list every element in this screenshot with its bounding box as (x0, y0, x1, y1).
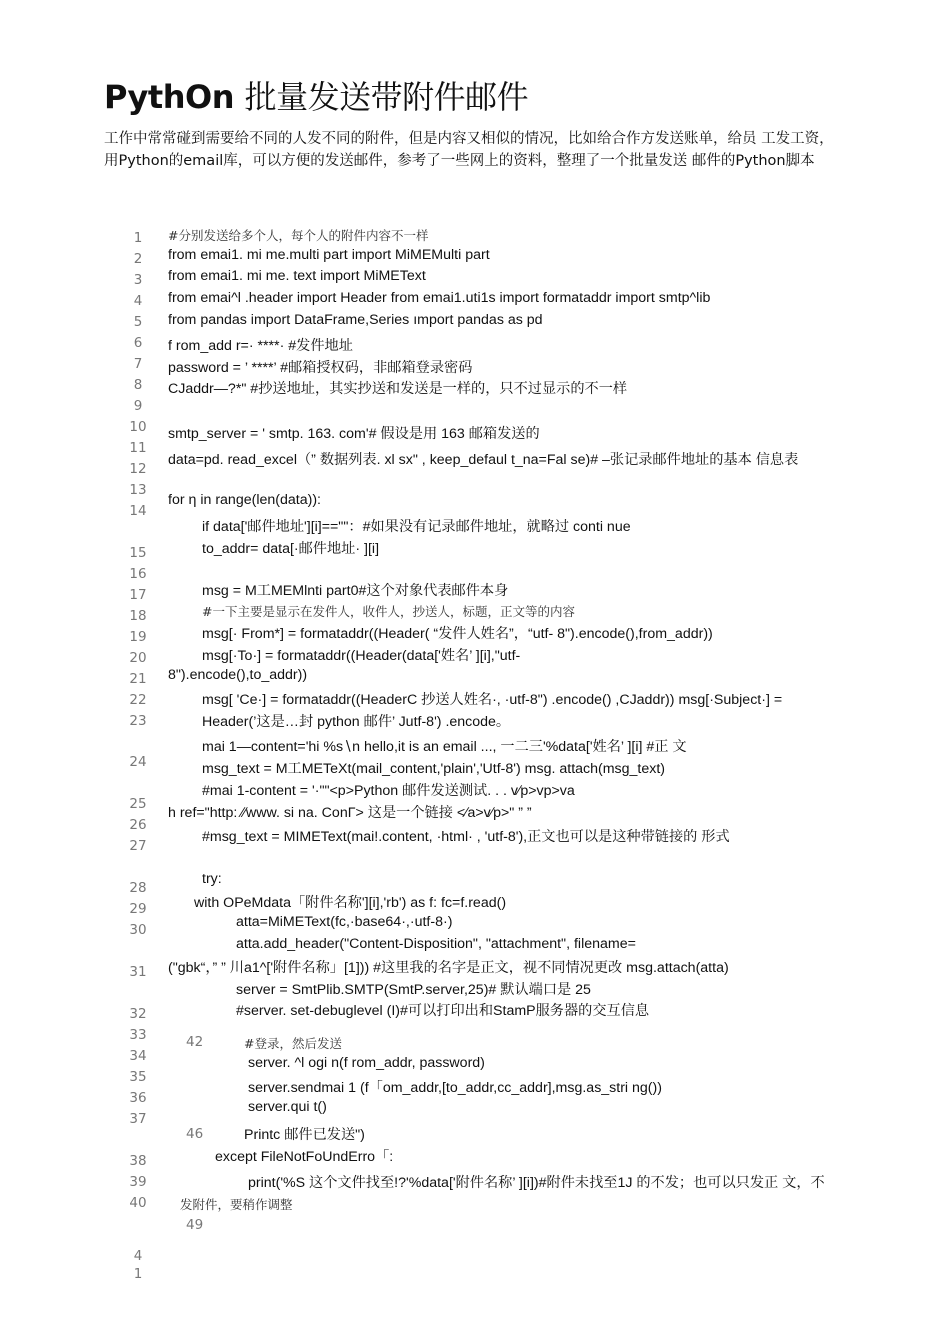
line-number: 9 (133, 398, 143, 414)
code-line: h ref="http: ∕∕www. si na. ConΓ> 这是一个链接 <∕a>v∕p>" ” ” (168, 805, 532, 821)
code-line: for η in range(len(data)): (168, 492, 321, 508)
inline-line-number: 42 (186, 1034, 204, 1050)
code-line: server.qui t() (248, 1099, 327, 1115)
line-number: 31 (129, 964, 147, 980)
line-number: 3 (133, 272, 143, 288)
line-number: 2 (133, 251, 143, 267)
code-line: 发附件，要稍作调整 (180, 1197, 293, 1212)
code-line: server = SmtPlib.SMTP(SmtP.server,25)# 默认端口是 25 (236, 982, 591, 998)
code-line: to_addr= data[·邮件地址· ][i] (202, 541, 380, 557)
code-line: Printc 邮件已发送") (244, 1127, 365, 1143)
line-number: 6 (133, 335, 143, 351)
line-number: 36 (129, 1090, 147, 1106)
line-number: 7 (133, 356, 143, 372)
title-cjk: 批量发送带附件邮件 (244, 78, 529, 116)
code-line: from pandas import DataFrame,Series ımport pandas as pd (168, 312, 543, 328)
line-number: 38 (129, 1153, 147, 1169)
line-number: 14 (129, 503, 147, 519)
line-number: 39 (129, 1174, 147, 1190)
line-number: 4 (133, 293, 143, 309)
code-line: Header(’这是…封 python 邮件’ Jutf-8') .encode。 (202, 714, 511, 730)
line-number: 25 (129, 796, 147, 812)
line-number: 22 (129, 692, 147, 708)
code-line: #mai 1-content = '·""<p>Python 邮件发送测试. . . v∕p>vp>va (202, 783, 575, 799)
inline-line-number: 49 (186, 1217, 204, 1233)
code-line: password = ’ ****’ #邮箱授权码，非邮箱登录密码 (168, 360, 473, 376)
line-number: 19 (129, 629, 147, 645)
line-number: 11 (129, 440, 147, 456)
line-number: 29 (129, 901, 147, 917)
code-line: CJaddr—?*" #抄送地址，其实抄送和发送是一样的，只不过显示的不一样 (168, 381, 628, 397)
inline-line-number: 46 (186, 1126, 204, 1142)
code-line: data=pd. read_excel（” 数据列表. xl sx" , keep_defaul t_na=Fal se)# –张记录邮件地址的基本 信息表 (168, 452, 799, 468)
code-line: smtp_server = ' smtp. 163. com'# 假设是用 163 邮箱发送的 (168, 426, 540, 442)
code-line: #一下主要是显示在发件人，收件人，抄送人，标题，正文等的内容 (202, 604, 575, 619)
line-number: 40 (129, 1195, 147, 1211)
line-number: 27 (129, 838, 147, 854)
code-line: server. ^l ogi n(f rom_addr, password) (248, 1055, 485, 1071)
code-line: ("gbk“，” ” 川a1^['附件名称」[1])) #这里我的名字是正文，视不同情况更改 msg.attach(atta) (168, 960, 729, 976)
code-line: #登录，然后发送 (244, 1036, 342, 1051)
line-number: 18 (129, 608, 147, 624)
code-line: atta=MiMEText(fc,·base64·,·utf-8·) (236, 914, 453, 930)
code-line: msg[ 'Ce·] = formataddr((HeaderC 抄送人姓名·, ·utf-8") .encode() ,CJaddr)) msg[·Subject·] = (202, 692, 783, 708)
code-line: if data['邮件地址'][i]==""：#如果没有记录邮件地址，就略过 conti nue (202, 519, 631, 535)
line-number: 26 (129, 817, 147, 833)
line-number: 28 (129, 880, 147, 896)
line-number: 16 (129, 566, 147, 582)
code-line: with OPeMdata「附件名称'][i],'rb') as f: fc=f.read() (194, 895, 507, 911)
line-number: 34 (129, 1048, 147, 1064)
line-number: 4 (133, 1248, 143, 1264)
code-line: msg = M工MEMlnti part0#这个对象代表邮件本身 (202, 583, 509, 599)
code-line: server.sendmai 1 (f「om_addr,[to_addr,cc_addr],msg.as_stri ng()) (248, 1080, 662, 1096)
code-line: 8").encode(),to_addr)) (168, 667, 308, 683)
line-number: 15 (129, 545, 147, 561)
code-line: #server. set-debuglevel (I)#可以打印出和StamP服务器的交互信息 (236, 1003, 650, 1019)
code-line: except FileNotFoUndErro「: (215, 1149, 394, 1165)
line-number: 24 (129, 754, 147, 770)
line-number: 8 (133, 377, 143, 393)
code-line: try: (202, 871, 222, 887)
intro-paragraph: 工作中常常碰到需要给不同的人发不同的附件，但是内容又相似的情况，比如给合作方发送账单，给员 工发工资，用Python的email库，可以方便的发送邮件，参考了一些网上的资料，整理了一个批量发送 邮件的Python脚本 (104, 131, 834, 169)
line-number: 35 (129, 1069, 147, 1085)
line-number: 23 (129, 713, 147, 729)
line-number: 21 (129, 671, 147, 687)
code-line: #分别发送给多个人，每个人的附件内容不一样 (168, 228, 429, 243)
line-number: 30 (129, 922, 147, 938)
code-line: #msg_text = MIMEText(mai!.content, ·html· , 'utf-8'),正文也可以是这种带链接的 形式 (202, 829, 730, 845)
code-line: atta.add_header("Content-Disposition", "attachment", filename= (236, 936, 636, 952)
line-number: 17 (129, 587, 147, 603)
code-line: msg[· From*] = formataddr((Header( “发件人姓名”，“utf- 8").encode(),from_addr)) (202, 626, 713, 642)
line-number: 1 (133, 230, 143, 246)
line-number: 20 (129, 650, 147, 666)
code-line: msg[·To·] = formataddr((Header(data['姓名’ ][i],"utf- (202, 648, 521, 664)
code-line: from emai1. mi me. text import MiMEText (168, 268, 426, 284)
line-number: 37 (129, 1111, 147, 1127)
line-number: 13 (129, 482, 147, 498)
title-latin: PythOn (104, 78, 234, 116)
line-number: 33 (129, 1027, 147, 1043)
code-line: msg_text = M工METeXt(mail_content,'plain','Utf-8') msg. attach(msg_text) (202, 761, 666, 777)
line-number: 5 (133, 314, 143, 330)
line-number: 10 (129, 419, 147, 435)
line-number: 12 (129, 461, 147, 477)
code-line: print('%S 这个文件找至!?'%data['附件名称’ ][i])#附件未找至1J 的不发；也可以只发正 文，不 (248, 1175, 825, 1191)
page-title (104, 72, 528, 118)
code-line: mai 1—content='hi %s∖n hello,it is an email ..., 一二三'%data['姓名’ ][i] #正 文 (202, 739, 687, 755)
line-number: 1 (133, 1266, 143, 1282)
code-line: f rom_add r=· ****· #发件地址 (168, 338, 353, 354)
line-number: 32 (129, 1006, 147, 1022)
code-line: from emai1. mi me.multi part import MiMEMulti part (168, 247, 490, 263)
code-line: from emai^l .header import Header from emai1.uti1s import formataddr import smtp^lib (168, 290, 711, 306)
